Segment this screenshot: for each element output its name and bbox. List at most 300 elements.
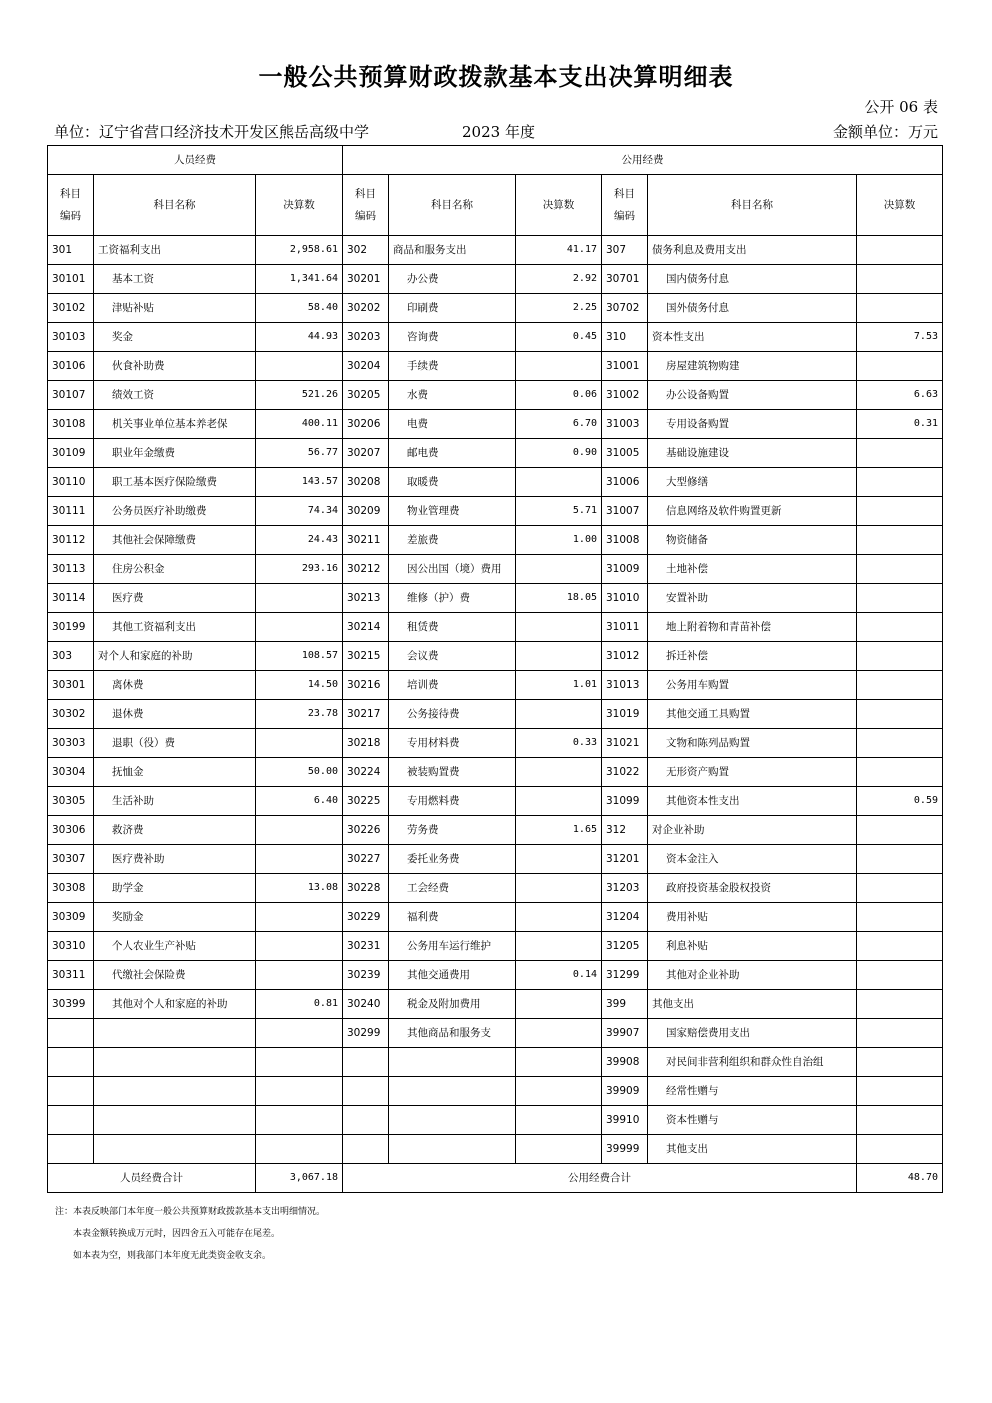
account-code: 30308 — [48, 874, 94, 903]
account-code: 30214 — [343, 613, 389, 642]
account-name-text: 救济费 — [112, 824, 144, 836]
account-amount — [256, 932, 343, 961]
account-name — [94, 671, 256, 700]
account-code — [48, 1135, 94, 1164]
account-name-text: 专用材料费 — [407, 737, 460, 749]
account-amount — [256, 961, 343, 990]
account-amount — [516, 1077, 602, 1106]
account-amount — [857, 265, 943, 294]
account-amount — [256, 1019, 343, 1048]
account-name-text: 无形资产购置 — [666, 766, 729, 778]
section-header-row — [48, 146, 943, 175]
account-name — [648, 439, 857, 468]
account-amount: 0.45 — [516, 323, 602, 352]
account-name — [94, 526, 256, 555]
account-code: 30103 — [48, 323, 94, 352]
account-amount — [256, 845, 343, 874]
account-code — [343, 1106, 389, 1135]
account-amount — [857, 1077, 943, 1106]
account-amount: 0.14 — [516, 961, 602, 990]
account-name — [94, 1077, 256, 1106]
fiscal-year: 2023 年度 — [462, 123, 535, 141]
account-name-text: 房屋建筑物购建 — [666, 360, 740, 372]
account-amount — [516, 787, 602, 816]
account-amount: 1.01 — [516, 671, 602, 700]
table-row — [48, 381, 943, 410]
account-amount: 0.59 — [857, 787, 943, 816]
account-name — [389, 1019, 516, 1048]
account-name — [648, 526, 857, 555]
account-name — [94, 1135, 256, 1164]
footnote: 注：本表反映部门本年度一般公共预算财政拨款基本支出明细情况。 — [55, 1207, 326, 1217]
account-amount — [857, 758, 943, 787]
account-name — [648, 381, 857, 410]
table-row — [48, 700, 943, 729]
footnote: 本表金额转换成万元时，因四舍五入可能存在尾差。 — [73, 1229, 281, 1239]
col-name-header: 科目名称 — [648, 175, 857, 236]
account-code: 31007 — [602, 497, 648, 526]
account-code: 30399 — [48, 990, 94, 1019]
account-name-text: 咨询费 — [407, 331, 439, 343]
table-row — [48, 642, 943, 671]
account-name — [389, 816, 516, 845]
account-name — [94, 468, 256, 497]
col-name-header: 科目名称 — [94, 175, 256, 236]
account-code: 30231 — [343, 932, 389, 961]
table-row — [48, 961, 943, 990]
account-code: 30702 — [602, 294, 648, 323]
account-code: 30228 — [343, 874, 389, 903]
account-amount — [857, 1135, 943, 1164]
account-name — [648, 845, 857, 874]
account-name-text: 因公出国（境）费用 — [407, 563, 502, 575]
account-name — [648, 410, 857, 439]
table-row — [48, 903, 943, 932]
account-amount — [857, 961, 943, 990]
account-name-text: 其他支出 — [666, 1143, 708, 1155]
account-code: 31006 — [602, 468, 648, 497]
account-amount: 293.16 — [256, 555, 343, 584]
account-amount — [256, 1106, 343, 1135]
account-code: 30240 — [343, 990, 389, 1019]
account-name — [389, 439, 516, 468]
account-name — [648, 555, 857, 584]
account-name — [648, 1019, 857, 1048]
account-amount: 521.26 — [256, 381, 343, 410]
account-amount — [516, 990, 602, 1019]
account-code — [48, 1019, 94, 1048]
account-name — [389, 381, 516, 410]
account-name-text: 邮电费 — [407, 447, 439, 459]
account-code: 31201 — [602, 845, 648, 874]
account-name-text: 政府投资基金股权投资 — [666, 882, 771, 894]
account-name — [648, 352, 857, 381]
table-row — [48, 729, 943, 758]
account-name — [389, 236, 516, 265]
account-name — [648, 613, 857, 642]
account-amount: 143.57 — [256, 468, 343, 497]
account-code: 31203 — [602, 874, 648, 903]
account-name — [94, 497, 256, 526]
account-name — [389, 903, 516, 932]
account-amount: 58.40 — [256, 294, 343, 323]
account-amount: 13.08 — [256, 874, 343, 903]
account-amount — [516, 555, 602, 584]
account-name-text: 信息网络及软件购置更新 — [666, 505, 782, 517]
account-name-text: 地上附着物和青苗补偿 — [666, 621, 771, 633]
table-row — [48, 352, 943, 381]
account-name — [389, 352, 516, 381]
account-name-text: 费用补贴 — [666, 911, 708, 923]
account-name-text: 商品和服务支出 — [393, 244, 467, 256]
account-amount: 41.17 — [516, 236, 602, 265]
account-amount — [857, 555, 943, 584]
table-row — [48, 236, 943, 265]
account-code: 30302 — [48, 700, 94, 729]
account-name-text: 资本性支出 — [652, 331, 705, 343]
account-amount — [857, 236, 943, 265]
public-total-value: 48.70 — [857, 1164, 943, 1193]
account-name-text: 助学金 — [112, 882, 144, 894]
account-code: 31099 — [602, 787, 648, 816]
account-amount — [516, 1135, 602, 1164]
account-amount — [857, 1106, 943, 1135]
account-name-text: 公务用车运行维护 — [407, 940, 491, 952]
account-amount: 74.34 — [256, 497, 343, 526]
account-code — [48, 1048, 94, 1077]
account-code: 30201 — [343, 265, 389, 294]
account-name-text: 工资福利支出 — [98, 244, 161, 256]
account-name-text: 会议费 — [407, 650, 439, 662]
account-name — [94, 845, 256, 874]
account-amount: 1.65 — [516, 816, 602, 845]
account-name — [94, 816, 256, 845]
account-name — [389, 642, 516, 671]
section-personnel: 人员经费 — [48, 146, 343, 175]
account-code: 30701 — [602, 265, 648, 294]
account-name-text: 福利费 — [407, 911, 439, 923]
account-amount: 0.90 — [516, 439, 602, 468]
column-header-row — [48, 175, 943, 236]
form-number: 公开 06 表 — [864, 98, 938, 116]
account-amount — [857, 642, 943, 671]
account-code: 30212 — [343, 555, 389, 584]
account-name-text: 文物和陈列品购置 — [666, 737, 750, 749]
account-amount: 5.71 — [516, 497, 602, 526]
account-name-text: 退休费 — [112, 708, 144, 720]
account-name — [389, 700, 516, 729]
table-row — [48, 1048, 943, 1077]
account-name-text: 资本性赠与 — [666, 1114, 719, 1126]
account-name — [389, 584, 516, 613]
account-name — [389, 555, 516, 584]
account-code: 30299 — [343, 1019, 389, 1048]
account-code: 30199 — [48, 613, 94, 642]
account-amount: 24.43 — [256, 526, 343, 555]
account-amount — [256, 729, 343, 758]
col-amount-header: 决算数 — [857, 175, 943, 236]
account-name-text: 水费 — [407, 389, 428, 401]
account-name — [94, 700, 256, 729]
account-name — [389, 961, 516, 990]
account-amount — [857, 526, 943, 555]
account-name — [389, 468, 516, 497]
account-name-text: 其他社会保障缴费 — [112, 534, 196, 546]
account-name — [94, 874, 256, 903]
account-name — [94, 642, 256, 671]
account-amount — [857, 671, 943, 700]
account-code: 30305 — [48, 787, 94, 816]
account-name-text: 生活补助 — [112, 795, 154, 807]
table-row — [48, 1106, 943, 1135]
account-amount: 0.06 — [516, 381, 602, 410]
col-name-header: 科目名称 — [389, 175, 516, 236]
account-code: 30112 — [48, 526, 94, 555]
account-amount: 0.31 — [857, 410, 943, 439]
account-name — [648, 787, 857, 816]
account-name-text: 办公费 — [407, 273, 439, 285]
account-name — [389, 845, 516, 874]
col-code-header: 科目 编码 — [48, 175, 94, 236]
table-row — [48, 555, 943, 584]
account-amount — [857, 903, 943, 932]
account-name-text: 办公设备购置 — [666, 389, 729, 401]
account-amount — [256, 816, 343, 845]
account-amount: 7.53 — [857, 323, 943, 352]
col-amount-header: 决算数 — [256, 175, 343, 236]
account-code: 30106 — [48, 352, 94, 381]
account-amount — [516, 1048, 602, 1077]
account-name — [389, 526, 516, 555]
account-amount: 18.05 — [516, 584, 602, 613]
account-amount — [516, 758, 602, 787]
account-name-text: 维修（护）费 — [407, 592, 470, 604]
footnotes — [55, 1201, 325, 1267]
account-name — [389, 497, 516, 526]
table-row — [48, 468, 943, 497]
account-name-text: 大型修缮 — [666, 476, 708, 488]
account-name — [389, 410, 516, 439]
account-amount — [857, 700, 943, 729]
account-amount — [256, 1135, 343, 1164]
account-name-text: 租赁费 — [407, 621, 439, 633]
account-name-text: 机关事业单位基本养老保 — [112, 418, 228, 430]
account-name-text: 手续费 — [407, 360, 439, 372]
account-amount — [857, 468, 943, 497]
col-code-header: 科目 编码 — [602, 175, 648, 236]
account-name-text: 其他商品和服务支 — [407, 1027, 491, 1039]
account-name-text: 其他交通费用 — [407, 969, 470, 981]
account-amount: 50.00 — [256, 758, 343, 787]
account-name-text: 培训费 — [407, 679, 439, 691]
account-code: 30225 — [343, 787, 389, 816]
account-name — [389, 1135, 516, 1164]
account-name — [94, 323, 256, 352]
account-amount: 6.70 — [516, 410, 602, 439]
account-amount — [857, 613, 943, 642]
account-name — [389, 671, 516, 700]
public-total-label: 公用经费合计 — [343, 1164, 857, 1193]
account-name — [648, 1077, 857, 1106]
account-name — [648, 961, 857, 990]
money-unit: 金额单位：万元 — [832, 123, 938, 141]
account-code: 31021 — [602, 729, 648, 758]
account-name — [94, 381, 256, 410]
account-code: 31008 — [602, 526, 648, 555]
account-code — [48, 1077, 94, 1106]
account-name-text: 其他交通工具购置 — [666, 708, 750, 720]
account-name-text: 对企业补助 — [652, 824, 705, 836]
table-row — [48, 874, 943, 903]
account-name-text: 公务员医疗补助缴费 — [112, 505, 207, 517]
account-name-text: 抚恤金 — [112, 766, 144, 778]
account-amount: 2,958.61 — [256, 236, 343, 265]
section-public: 公用经费 — [343, 146, 943, 175]
account-amount — [516, 845, 602, 874]
account-name — [648, 236, 857, 265]
account-code: 39999 — [602, 1135, 648, 1164]
account-code: 31204 — [602, 903, 648, 932]
account-amount — [857, 439, 943, 468]
account-name-text: 代缴社会保险费 — [112, 969, 186, 981]
account-code: 31003 — [602, 410, 648, 439]
account-name-text: 公务用车购置 — [666, 679, 729, 691]
account-name — [389, 758, 516, 787]
account-name-text: 基础设施建设 — [666, 447, 729, 459]
table-row — [48, 758, 943, 787]
account-name — [94, 932, 256, 961]
account-name-text: 印刷费 — [407, 302, 439, 314]
col-amount-header: 决算数 — [516, 175, 602, 236]
account-amount — [857, 352, 943, 381]
account-amount — [256, 352, 343, 381]
account-name — [648, 584, 857, 613]
account-name-text: 物资储备 — [666, 534, 708, 546]
account-code: 39910 — [602, 1106, 648, 1135]
account-name — [389, 294, 516, 323]
account-code: 31013 — [602, 671, 648, 700]
account-code: 30311 — [48, 961, 94, 990]
account-amount: 56.77 — [256, 439, 343, 468]
account-amount — [857, 816, 943, 845]
account-amount — [857, 497, 943, 526]
account-name — [94, 410, 256, 439]
account-code: 310 — [602, 323, 648, 352]
account-amount — [516, 613, 602, 642]
account-amount: 2.92 — [516, 265, 602, 294]
table-row — [48, 932, 943, 961]
account-name-text: 医疗费 — [112, 592, 144, 604]
account-name — [94, 903, 256, 932]
account-code: 30239 — [343, 961, 389, 990]
account-name — [389, 787, 516, 816]
table-row — [48, 265, 943, 294]
account-code: 31299 — [602, 961, 648, 990]
account-amount: 1.00 — [516, 526, 602, 555]
account-code: 301 — [48, 236, 94, 265]
table-row — [48, 323, 943, 352]
table-row — [48, 845, 943, 874]
account-code: 30111 — [48, 497, 94, 526]
account-code: 30303 — [48, 729, 94, 758]
account-code — [48, 1106, 94, 1135]
account-name — [94, 294, 256, 323]
account-name — [648, 1048, 857, 1077]
account-amount — [516, 874, 602, 903]
account-code: 30216 — [343, 671, 389, 700]
account-name-text: 利息补贴 — [666, 940, 708, 952]
unit-name: 单位：辽宁省营口经济技术开发区熊岳高级中学 — [54, 123, 370, 141]
account-code: 30204 — [343, 352, 389, 381]
account-name — [389, 1106, 516, 1135]
account-code: 30218 — [343, 729, 389, 758]
account-amount: 108.57 — [256, 642, 343, 671]
account-name — [389, 932, 516, 961]
account-code: 30208 — [343, 468, 389, 497]
table-row — [48, 410, 943, 439]
account-name — [94, 1048, 256, 1077]
account-code: 31001 — [602, 352, 648, 381]
account-name — [389, 729, 516, 758]
account-name — [648, 758, 857, 787]
account-code: 30215 — [343, 642, 389, 671]
account-code: 303 — [48, 642, 94, 671]
account-code: 30306 — [48, 816, 94, 845]
account-code: 30206 — [343, 410, 389, 439]
table-row — [48, 1019, 943, 1048]
page-title: 一般公共预算财政拨款基本支出决算明细表 — [258, 63, 734, 91]
account-name-text: 国内债务付息 — [666, 273, 729, 285]
account-name — [648, 468, 857, 497]
account-amount — [857, 294, 943, 323]
account-name — [389, 323, 516, 352]
account-name-text: 专用燃料费 — [407, 795, 460, 807]
account-name — [648, 729, 857, 758]
account-amount — [857, 729, 943, 758]
account-code: 39909 — [602, 1077, 648, 1106]
account-code: 30301 — [48, 671, 94, 700]
account-name-text: 公务接待费 — [407, 708, 460, 720]
account-name — [94, 265, 256, 294]
account-name-text: 住房公积金 — [112, 563, 165, 575]
table-row — [48, 439, 943, 468]
account-name-text: 电费 — [407, 418, 428, 430]
account-code: 30227 — [343, 845, 389, 874]
account-name — [648, 497, 857, 526]
account-amount: 0.33 — [516, 729, 602, 758]
account-name-text: 奖励金 — [112, 911, 144, 923]
account-amount: 0.81 — [256, 990, 343, 1019]
account-code: 31002 — [602, 381, 648, 410]
account-code: 30202 — [343, 294, 389, 323]
account-name-text: 土地补偿 — [666, 563, 708, 575]
account-code: 31205 — [602, 932, 648, 961]
table-row — [48, 1135, 943, 1164]
account-name — [648, 265, 857, 294]
account-amount — [516, 700, 602, 729]
account-name-text: 对个人和家庭的补助 — [98, 650, 193, 662]
account-name — [648, 700, 857, 729]
account-name — [389, 265, 516, 294]
account-amount — [516, 932, 602, 961]
table-row — [48, 990, 943, 1019]
footnote: 如本表为空，则我部门本年度无此类资金收支余。 — [73, 1251, 272, 1261]
account-name-text: 其他支出 — [652, 998, 694, 1010]
account-name-text: 债务利息及费用支出 — [652, 244, 747, 256]
expenditure-table — [47, 145, 943, 1193]
account-code: 30217 — [343, 700, 389, 729]
account-name-text: 差旅费 — [407, 534, 439, 546]
